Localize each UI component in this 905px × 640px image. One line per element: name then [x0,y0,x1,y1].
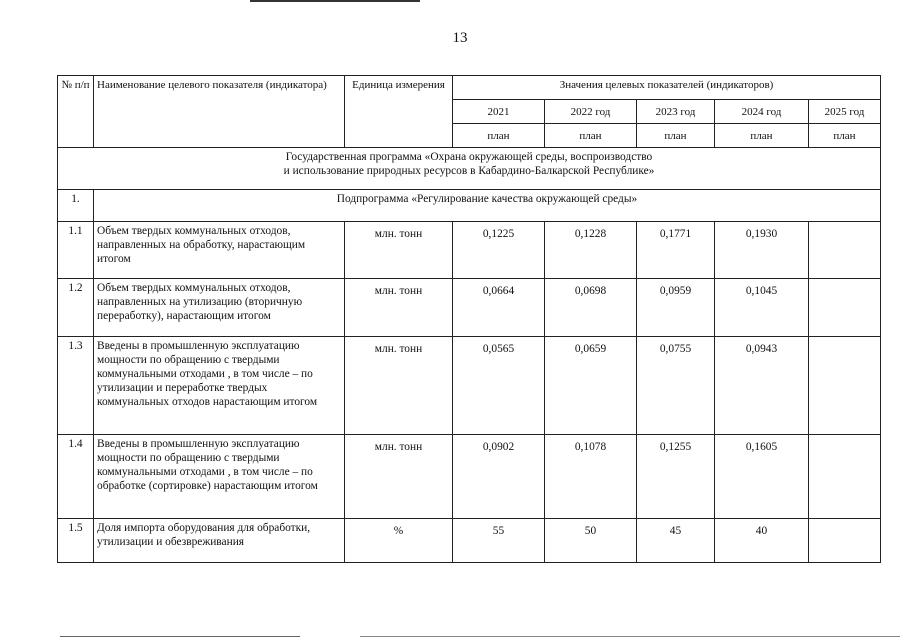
table-row [58,337,881,435]
row-value-2023: 0,0755 [637,337,715,435]
top-rule [250,0,420,2]
row-value-2024: 0,1605 [715,435,809,519]
row-unit: % [345,519,453,563]
row-value-2022: 0,1228 [545,222,637,279]
subprogram-row [58,190,881,222]
year-2021: 2021 [453,100,545,124]
row-value-2024: 0,0943 [715,337,809,435]
row-value-2023: 0,0959 [637,279,715,337]
row-num: 1.1 [58,222,94,279]
row-num: 1.3 [58,337,94,435]
row-value-2025 [809,435,881,519]
row-value-2023: 0,1771 [637,222,715,279]
plan-2023: план [637,124,715,148]
row-value-2021: 0,0565 [453,337,545,435]
row-unit: млн. тонн [345,222,453,279]
year-2024: 2024 год [715,100,809,124]
table-row [58,519,881,563]
program-title [58,148,881,190]
row-value-2021: 0,1225 [453,222,545,279]
program-row [58,148,881,190]
year-2022: 2022 год [545,100,637,124]
table-row [58,279,881,337]
row-num: 1.2 [58,279,94,337]
plan-2024: план [715,124,809,148]
year-2023: 2023 год [637,100,715,124]
row-name: Объем твердых коммунальных отходов, направленных на обработку, нарастающим итогом [94,222,345,279]
row-value-2021: 0,0902 [453,435,545,519]
bottom-rule-right [360,636,900,637]
plan-2021: план [453,124,545,148]
row-value-2025 [809,222,881,279]
table-row [58,222,881,279]
row-unit: млн. тонн [345,435,453,519]
plan-2025: план [809,124,881,148]
plan-2022: план [545,124,637,148]
header-name: Наименование целевого показателя (индикатора) [94,76,345,148]
row-value-2021: 0,0664 [453,279,545,337]
row-unit: млн. тонн [345,337,453,435]
row-value-2022: 0,0698 [545,279,637,337]
header-num: № п/п [58,76,94,148]
row-value-2023: 45 [637,519,715,563]
row-value-2024: 0,1045 [715,279,809,337]
row-name: Введены в промышленную эксплуатацию мощности по обращению с твердыми коммунальными отходами , в том числе – по обработке (сортировке) нарастающим итогом [94,435,345,519]
row-name: Введены в промышленную эксплуатацию мощности по обращению с твердыми коммунальными отходами , в том числе – по утилизации и переработке твердых коммунальных отходов нарастающим итогом [94,337,345,435]
row-value-2023: 0,1255 [637,435,715,519]
row-value-2022: 50 [545,519,637,563]
subprogram-title: Подпрограмма «Регулирование качества окружающей среды» [94,190,881,222]
program-title-line-1: Государственная программа «Охрана окружающей среды, воспроизводство [285,151,653,163]
row-value-2024: 0,1930 [715,222,809,279]
row-value-2022: 0,0659 [545,337,637,435]
page-number: 13 [452,30,468,46]
indicators-table [57,75,881,563]
row-value-2025 [809,279,881,337]
row-value-2025 [809,337,881,435]
row-value-2021: 55 [453,519,545,563]
header-values-title: Значения целевых показателей (индикаторов) [453,76,881,100]
header-row-1 [58,76,881,100]
row-value-2022: 0,1078 [545,435,637,519]
subprogram-num: 1. [58,190,94,222]
header-unit: Единица измерения [345,76,453,148]
bottom-rule [60,636,300,637]
program-title-line-2: и использование природных ресурсов в Кабардино-Балкарской Республике» [283,165,655,177]
row-num: 1.5 [58,519,94,563]
row-name: Объем твердых коммунальных отходов, направленных на утилизацию (вторичную переработку), нарастающим итогом [94,279,345,337]
row-name: Доля импорта оборудования для обработки, утилизации и обезвреживания [94,519,345,563]
table-row [58,435,881,519]
row-num: 1.4 [58,435,94,519]
row-value-2025 [809,519,881,563]
year-2025: 2025 год [809,100,881,124]
row-unit: млн. тонн [345,279,453,337]
row-value-2024: 40 [715,519,809,563]
